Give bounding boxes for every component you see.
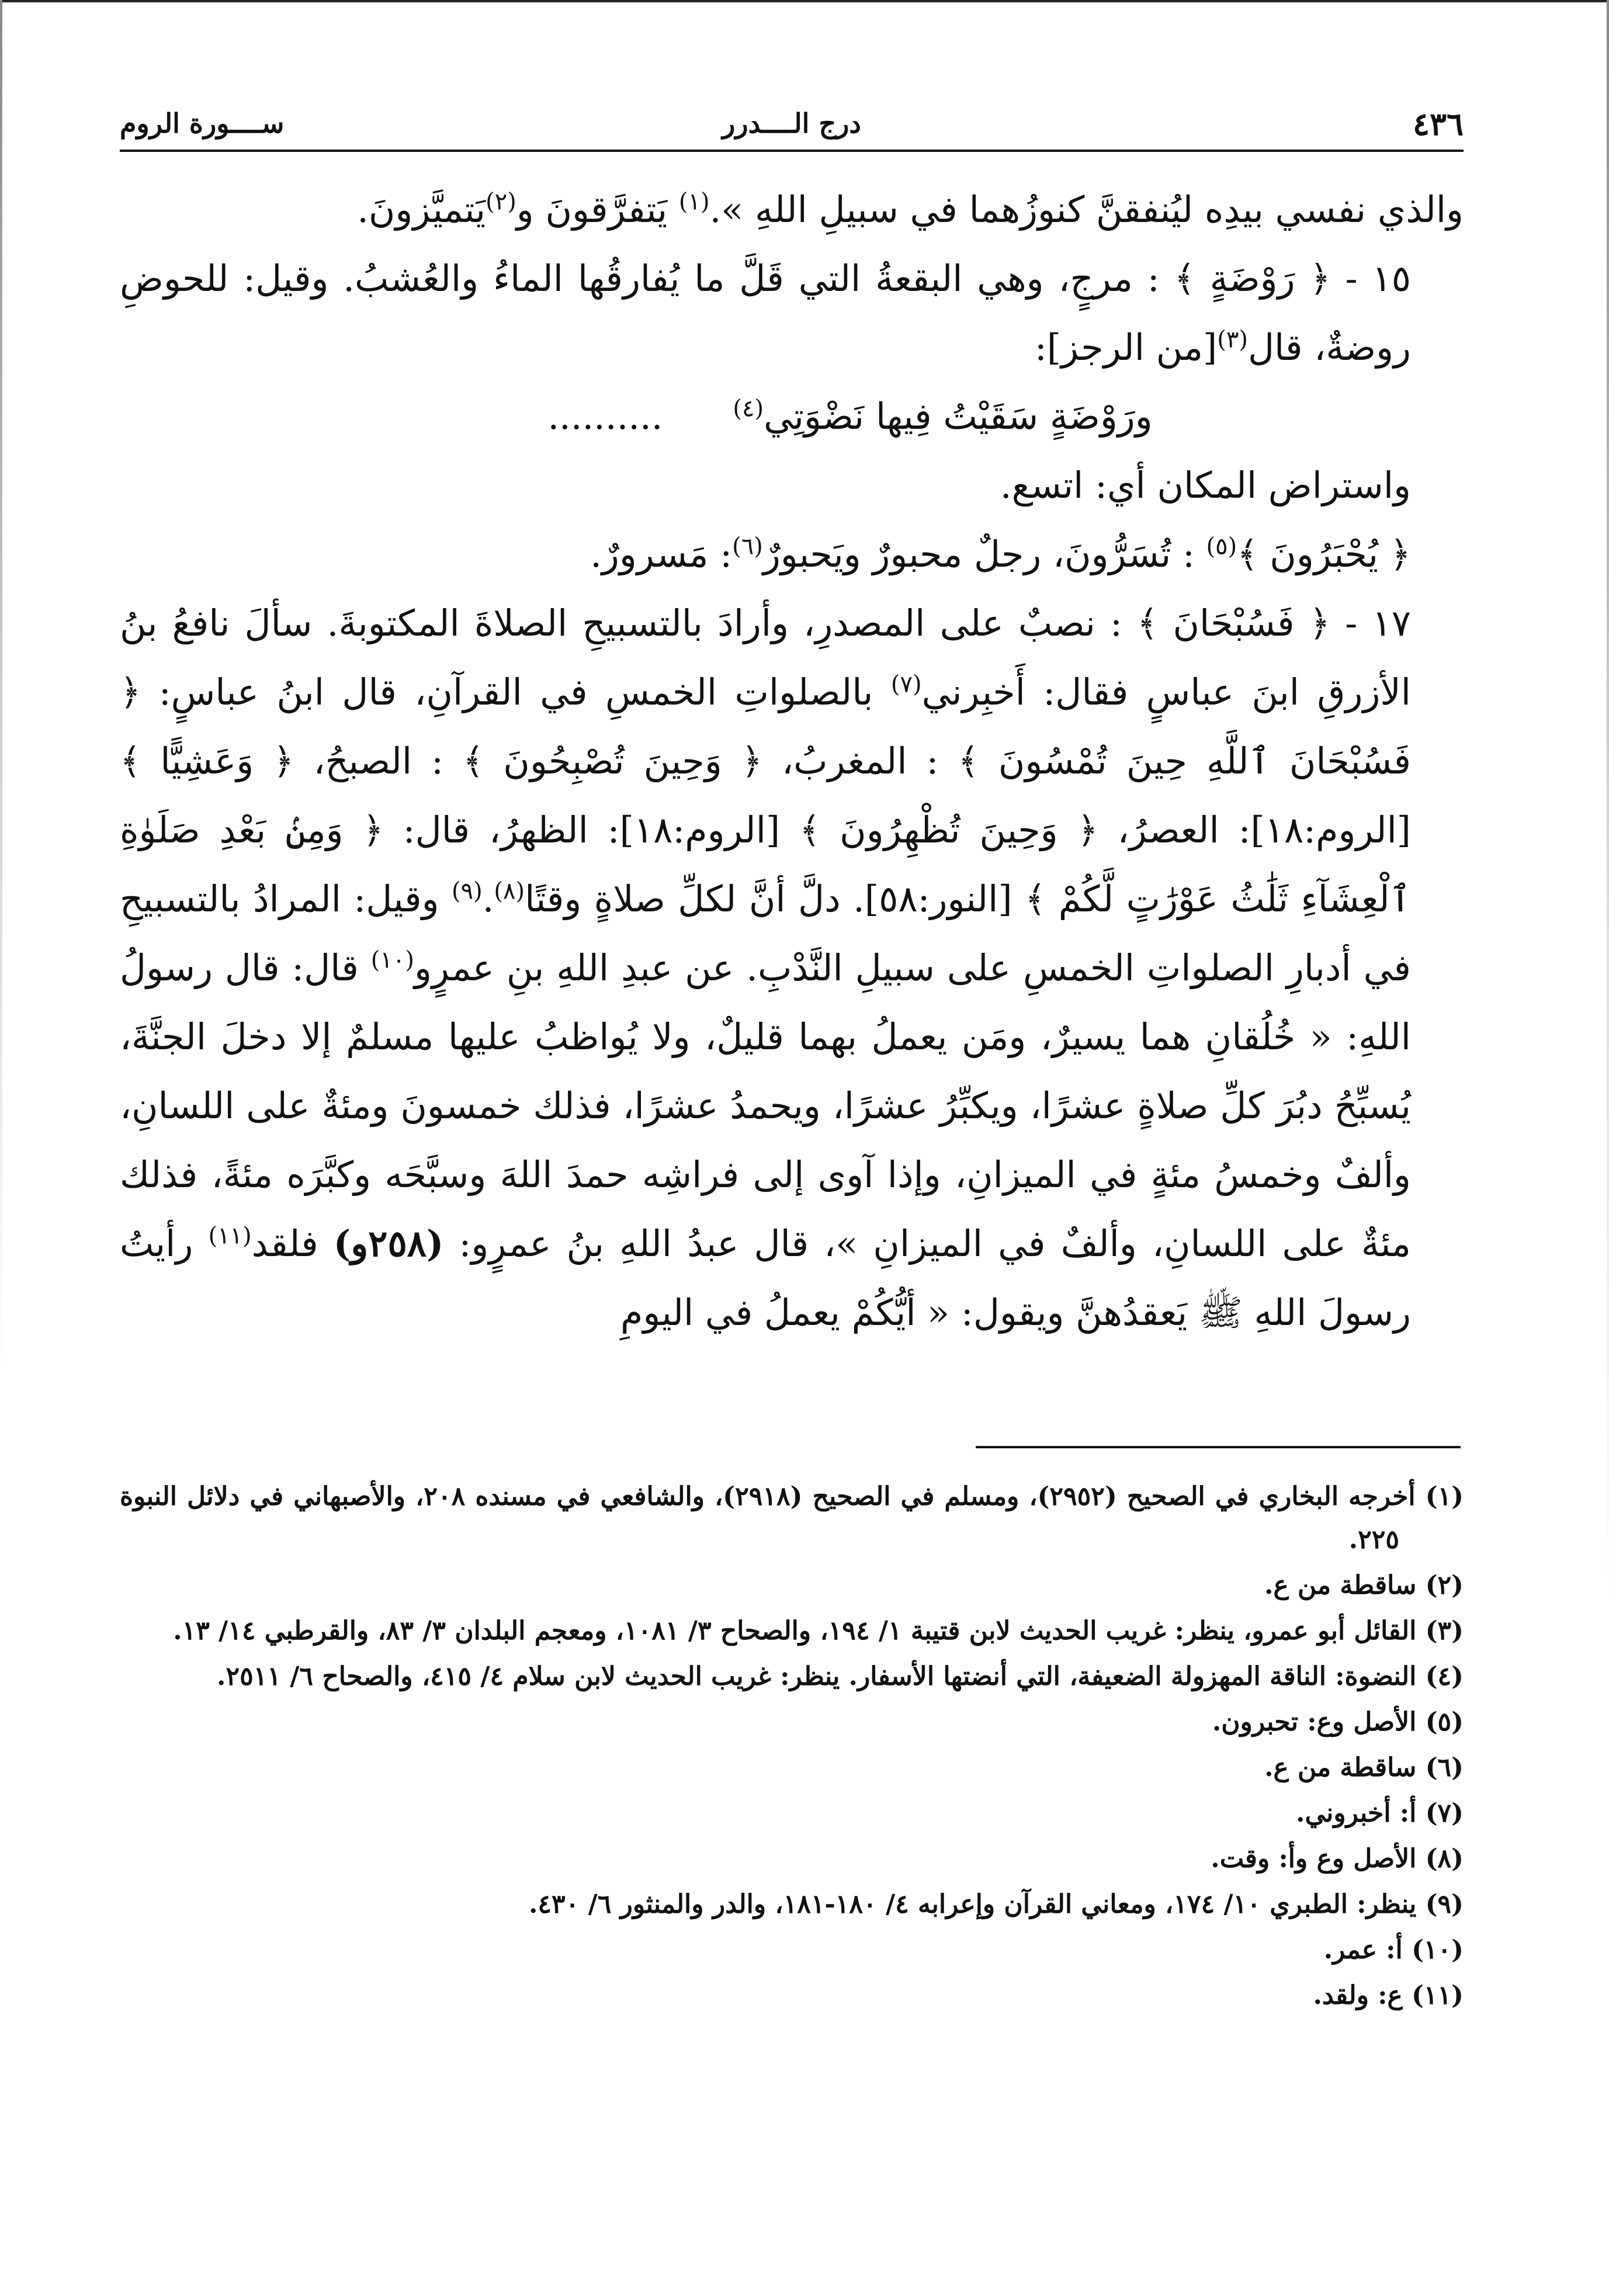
text-run: يَتميَّزونَ. <box>357 188 486 231</box>
footnote-9: (٩) ينظر: الطبري ١٠/ ١٧٤، ومعاني القرآن وإعرابه ٤/ ١٨٠-١٨١، والدر والمنثور ٦/ ٤٣٠. <box>529 1889 1464 1919</box>
footnote-ref-8[interactable]: (٨) <box>494 878 525 905</box>
manuscript-folio-marker: (٢٥٨و) <box>333 1222 444 1265</box>
footnote-4: (٤) النضوة: الناقة المهزولة الضعيفة، التي أنضتها الأسفار. ينظر: غريب الحديث لابن سلام ٤/ ٤١٥، والصحاح ٦/ ٢٥١١. <box>217 1662 1464 1691</box>
text-run: قال: قال رسولُ اللهِ: « خُلُقانِ هما يسيرٌ، ومَن يعملُ بهما قليلٌ، ولا يُواظبُ عليها مسلمٌ إلا دخلَ الجنَّةَ، يُسبِّحُ دبُرَ كلِّ صلاةٍ عشرًا، ويكبِّرُ عشرًا، ويحمدُ عشرًا، فذلك خمسونَ ومئةٌ على اللسانِ، وألفٌ وخمسُ مئةٍ في الميزانِ، وإذا آوى إلى فراشِه حمدَ اللهَ وسبَّحَه وكبَّرَه مئةً، فذلك مئةٌ على اللسانِ، وألفٌ في الميزانِ »، قال عبدُ اللهِ بنُ عمرٍو: <box>120 946 1411 1265</box>
paragraph-1 <box>120 175 1464 244</box>
footnote-ref-2[interactable]: (٢) <box>486 188 516 216</box>
paragraph-verse-17 <box>120 589 1464 1347</box>
header-row <box>120 99 1464 146</box>
paragraph-istarad <box>120 451 1464 520</box>
scan-edge-left <box>0 0 2 2296</box>
poetry-line <box>120 382 1464 451</box>
poetry-hemistich: ورَوْضَةٍ سَقَيْتُ فِيها نَضْوَتِي <box>764 395 1153 438</box>
scan-edge-right <box>1607 0 1609 2296</box>
footnote-5: (٥) الأصل وع: تحبرون. <box>1212 1707 1464 1737</box>
text-run: والذي نفسي بيدِه ليُنفقنَّ كنوزُهما في سبيلِ اللهِ ». <box>709 188 1464 231</box>
footnote-ref-7[interactable]: (٧) <box>890 671 922 698</box>
running-book-title: درج الــــدرر <box>722 107 861 139</box>
text-run: [من الرجز]: <box>1034 326 1218 369</box>
footnote-ref-6[interactable]: (٦) <box>732 533 763 560</box>
text-run: بالصلواتِ الخمسِ في القرآنِ، قال ابنُ عباسٍ: ﴿ فَسُبْحَانَ ٱللَّهِ حِينَ تُمْسُونَ ﴾ : المغربُ، ﴿ وَحِينَ تُصْبِحُونَ ﴾ : الصبحُ، ﴿ وَعَشِيًّا ﴾ [الروم:١٨]: العصرُ، ﴿ وَحِينَ تُظْهِرُونَ ﴾ [الروم:١٨]: الظهرُ، قال: ﴿ وَمِنۢ بَعْدِ صَلَوٰةِ ٱلْعِشَآءِ ثَلَٰثُ عَوْرَٰتٍ لَّكُمْ ﴾ [النور:٥٨]. دلَّ أنَّ لكلِّ صلاةٍ وقتًا <box>120 671 1411 920</box>
paragraph-yuhbarun <box>120 520 1464 589</box>
footnote-ref-5[interactable]: (٥) <box>1206 533 1237 560</box>
footnote-ref-3[interactable]: (٣) <box>1217 326 1248 353</box>
footnote-ref-10[interactable]: (١٠) <box>370 946 414 974</box>
footnote-3: (٣) القائل أبو عمرو، ينظر: غريب الحديث لابن قتيبة ١/ ١٩٤، والصحاح ٣/ ١٠٨١، ومعجم البلدان ٣/ ٨٣، والقرطبي ١٤/ ١٣. <box>173 1616 1464 1646</box>
footnote-ref-1[interactable]: (١) <box>678 188 710 216</box>
footnote-7: (٧) أ: أخبروني. <box>1296 1798 1464 1828</box>
page-header <box>120 99 1464 152</box>
footnote-separator <box>976 1446 1461 1448</box>
footnote-8: (٨) الأصل وع وأ: وقت. <box>1211 1844 1464 1874</box>
text-run: : مَسرورٌ. <box>590 533 733 575</box>
quran-word: ﴿ يُحْبَرُونَ ﴾ <box>1237 533 1411 575</box>
text-run: وقيل: المرادُ بالتسبيحِ في أدبارِ الصلواتِ الخمسِ على سبيلِ النَّدْبِ. عن عبدِ اللهِ بنِ عمرٍو <box>120 878 1411 989</box>
footnote-ref-4[interactable]: (٤) <box>733 395 764 422</box>
text-run: فلقد <box>251 1222 334 1265</box>
page-number: ٤٣٦ <box>1412 105 1464 143</box>
main-text <box>120 175 1464 1347</box>
scan-edge-top <box>0 0 1609 2</box>
poetry-ellipsis: .......... <box>547 395 663 438</box>
text-run: رأيتُ رسولَ اللهِ ﷺ يَعقدُهنَّ ويقول: « أيُّكُمْ يعملُ في اليومِ <box>120 1222 1411 1334</box>
text-run: واستراض المكان أي: اتسع. <box>1000 464 1411 507</box>
footnote-10: (١٠) أ: عمر. <box>1323 1935 1464 1965</box>
footnote-ref-9[interactable]: (٩) <box>451 878 483 905</box>
text-run: يَتفرَّقونَ و <box>516 188 679 231</box>
header-rule <box>120 150 1464 152</box>
footnote-1: (١) أخرجه البخاري في الصحيح (٢٩٥٢)، ومسلم في الصحيح (٢٩١٨)، والشافعي في مسنده ٢٠٨، والأصبهاني في دلائل النبوة ٢٢٥. <box>120 1482 1464 1555</box>
footnote-2: (٢) ساقطة من ع. <box>1264 1570 1464 1600</box>
text-run: ١٧ - ﴿ فَسُبْحَانَ ﴾ : نصبٌ على المصدرِ، وأرادَ بالتسبيحِ الصلاةَ المكتوبةَ. سألَ نافعُ بنُ الأزرقِ ابنَ عباسٍ فقال: أَخبِرني <box>120 602 1411 713</box>
footnote-6: (٦) ساقطة من ع. <box>1264 1753 1464 1782</box>
footnotes <box>120 1475 1464 2020</box>
paragraph-verse-15 <box>120 244 1464 382</box>
text-run: ١٥ - ﴿ رَوْضَةٍ ﴾ : مرجٍ، وهي البقعةُ التي قَلَّ ما يُفارقُها الماءُ والعُشبُ. وقيل: للحوضِ روضةٌ، قال <box>120 257 1411 369</box>
running-surah-title: ســــورة الروم <box>120 107 285 139</box>
footnote-11: (١١) ع: ولقد. <box>1313 1981 1464 2010</box>
footnote-ref-11[interactable]: (١١) <box>208 1222 252 1250</box>
text-run: . <box>482 878 494 920</box>
text-run: : تُسَرُّونَ، رجلٌ محبورٌ ويَحبورٌ <box>762 533 1206 575</box>
